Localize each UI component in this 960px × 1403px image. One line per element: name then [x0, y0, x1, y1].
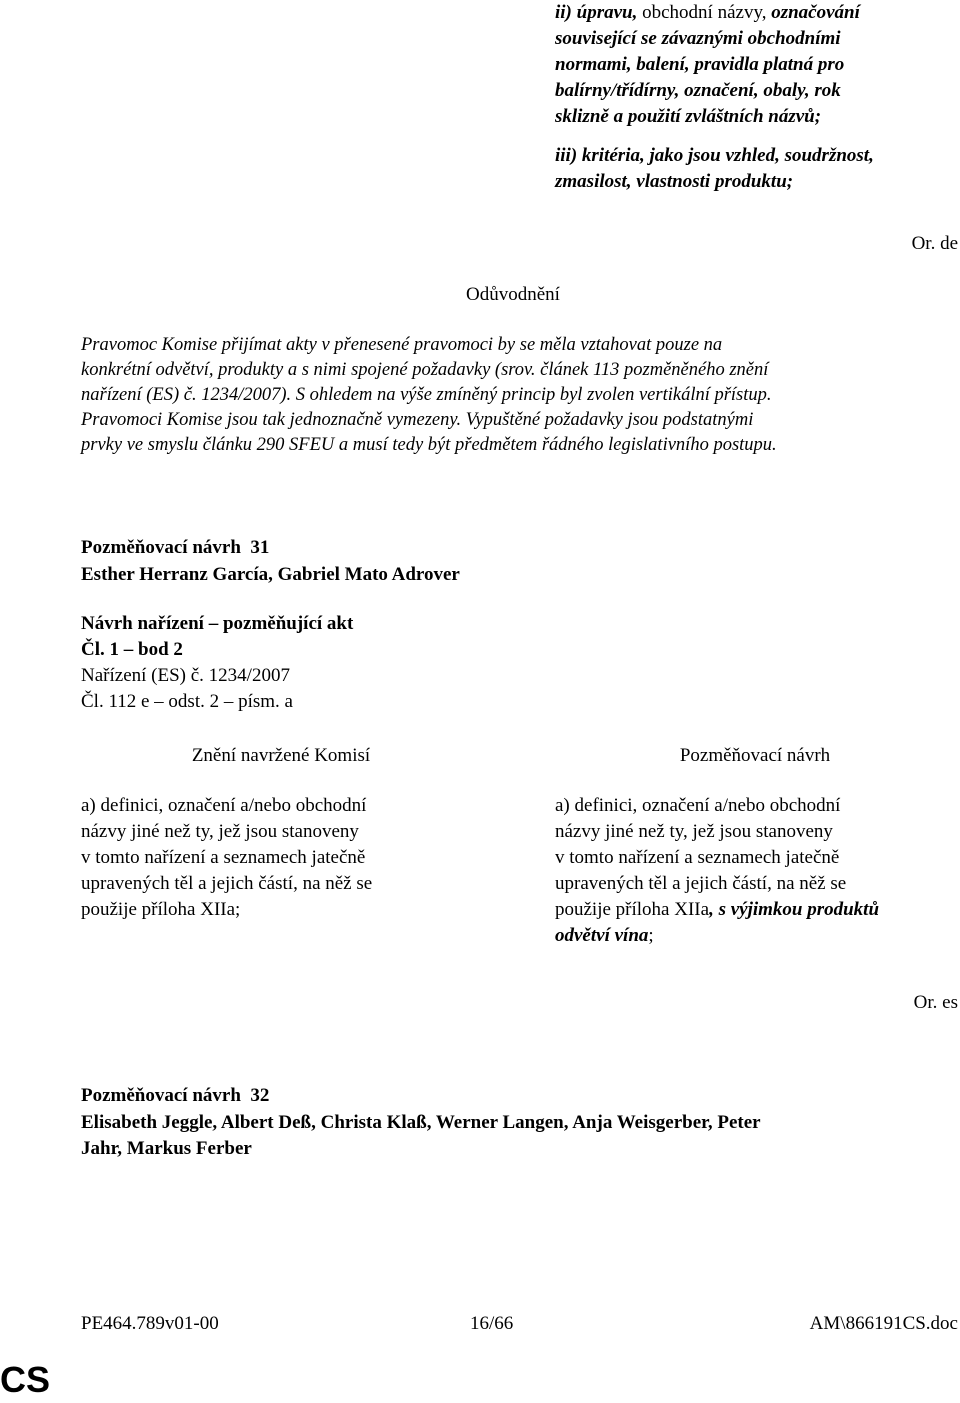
item-ii-text-run: balírny/třídírny, označení, obaly, rok	[555, 80, 841, 101]
amendment-31-label: Pozměňovací návrh	[81, 537, 241, 558]
item-iii-line	[555, 169, 955, 195]
amendment-31-article: Čl. 1 – bod 2	[81, 639, 183, 660]
amendment-text-text-run: ;	[648, 925, 654, 946]
origin-language-es: Or. es	[913, 992, 958, 1013]
footer-language-code: CS	[0, 1359, 51, 1400]
item-iii-block	[555, 143, 955, 195]
justification-line: konkrétní odvětví, produkty a s nimi spojené požadavky (srov. článek 113 pozměněného znění	[81, 360, 769, 380]
amendment-text-text-run: použije příloha XIIa	[555, 899, 710, 920]
item-ii-text-run: označování	[771, 2, 860, 23]
amendment-text-line	[555, 819, 955, 845]
amendment-31-regulation: Nařízení (ES) č. 1234/2007	[81, 665, 290, 686]
justification-line: Pravomoci Komise jsou tak jednoznačně vymezeny. Vypuštěné požadavky jsou podstatnými	[81, 410, 754, 430]
item-iii-lines	[555, 143, 955, 195]
item-iii-text-run: iii) kritéria, jako jsou vzhled, soudržnost,	[555, 145, 874, 166]
item-iii-text-run: zmasilost, vlastnosti produktu;	[555, 171, 794, 192]
commission-text-line: použije příloha XIIa;	[81, 899, 241, 920]
amendment-text-text-run: a) definici, označení a/nebo obchodní	[555, 795, 841, 816]
commission-text-line: názvy jiné než ty, jež jsou stanoveny	[81, 821, 359, 842]
amendment-31-authors: Esther Herranz García, Gabriel Mato Adrover	[81, 564, 460, 585]
amendment-text-text-run: v tomto nařízení a seznamech jatečně	[555, 847, 840, 868]
footer-file-name: AM\866191CS.doc	[809, 1313, 958, 1334]
commission-text-line: a) definici, označení a/nebo obchodní	[81, 795, 367, 816]
amendment-32-number: 32	[250, 1085, 270, 1106]
item-ii-text-run: sklizně a použití zvláštních názvů;	[555, 106, 822, 127]
item-ii-line	[555, 52, 955, 78]
justification-line: nařízení (ES) č. 1234/2007). S ohledem na výše zmíněný princip byl zvolen vertikální přístup.	[81, 385, 772, 405]
amendment-text-line	[555, 793, 955, 819]
left-column-header: Znění navržené Komisí	[191, 745, 371, 766]
item-ii-line	[555, 78, 955, 104]
commission-text-line: v tomto nařízení a seznamech jatečně	[81, 847, 366, 868]
amendment-text-text-run: odvětví vína	[555, 925, 649, 946]
amendment-text-line	[555, 871, 955, 897]
origin-language-de: Or. de	[911, 233, 958, 254]
amendment-text-text-run: názvy jiné než ty, jež jsou stanoveny	[555, 821, 833, 842]
item-ii-line	[555, 0, 955, 26]
justification-text	[81, 333, 956, 458]
commission-text	[81, 793, 461, 923]
amendment-32-authors-line1: Elisabeth Jeggle, Albert Deß, Christa Klaß, Werner Langen, Anja Weisgerber, Peter	[81, 1112, 761, 1133]
amendment-text-line	[555, 923, 955, 949]
footer-page-number: 16/66	[470, 1313, 514, 1334]
commission-text-line: upravených těl a jejich částí, na něž se	[81, 873, 373, 894]
item-ii-text-run: obchodní názvy,	[637, 2, 772, 23]
amendment-32-authors-line2: Jahr, Markus Ferber	[81, 1138, 252, 1159]
amendment-text-text-run: , s výjimkou produktů	[709, 899, 880, 920]
amendment-32-label: Pozměňovací návrh	[81, 1085, 241, 1106]
justification-line: prvky ve smyslu článku 290 SFEU a musí tedy být předmětem řádného legislativního postupu.	[81, 435, 777, 455]
item-ii-line	[555, 26, 955, 52]
right-column-header: Pozměňovací návrh	[679, 745, 831, 766]
item-ii-line	[555, 104, 955, 130]
amendment-31-title	[81, 535, 269, 561]
item-ii-text-run: ii) úpravu,	[555, 2, 638, 23]
amendment-text-line	[555, 845, 955, 871]
amendment-text-line	[555, 897, 955, 923]
amendment-31-proposal: Návrh nařízení – pozměňující akt	[81, 613, 354, 634]
justification-line: Pravomoc Komise přijímat akty v přenesené pravomoci by se měla vztahovat pouze na	[81, 335, 723, 355]
amendment-31-number: 31	[250, 537, 270, 558]
amendment-text	[555, 793, 955, 949]
item-ii-lines	[555, 0, 955, 130]
footer-doc-ref: PE464.789v01-00	[81, 1313, 219, 1334]
amendment-31-regulation-article: Čl. 112 e – odst. 2 – písm. a	[81, 691, 293, 712]
item-ii-block	[555, 0, 955, 130]
amendment-32-title	[81, 1083, 269, 1109]
item-ii-text-run: související se závaznými obchodními	[555, 28, 841, 49]
amendment-text-text-run: upravených těl a jejich částí, na něž se	[555, 873, 847, 894]
item-ii-text-run: normami, balení, pravidla platná pro	[555, 54, 845, 75]
justification-heading: Odůvodnění	[466, 284, 560, 305]
item-iii-line	[555, 143, 955, 169]
